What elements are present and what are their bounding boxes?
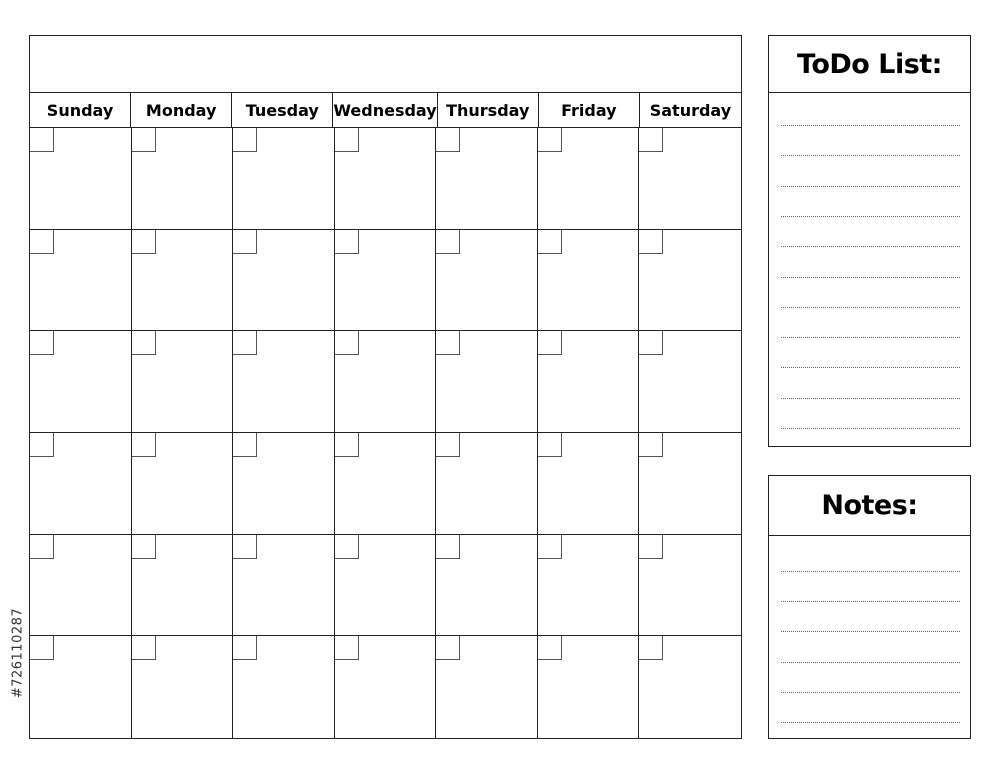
writing-line <box>781 125 960 126</box>
day-cell <box>30 331 132 433</box>
date-number-box <box>436 128 460 152</box>
writing-line <box>781 216 960 217</box>
day-cell <box>233 128 335 230</box>
notes-panel <box>768 475 971 739</box>
date-number-box <box>335 331 359 355</box>
date-number-box <box>639 636 663 660</box>
day-cell <box>233 331 335 433</box>
date-number-box <box>538 636 562 660</box>
date-number-box <box>335 128 359 152</box>
date-number-box <box>30 230 54 254</box>
day-cell <box>335 535 437 637</box>
weekday-wednesday: Wednesday <box>333 93 437 127</box>
date-number-box <box>436 433 460 457</box>
writing-line <box>781 246 960 247</box>
date-number-box <box>233 433 257 457</box>
date-number-box <box>30 535 54 559</box>
weekday-tuesday: Tuesday <box>232 93 333 127</box>
weekday-friday: Friday <box>539 93 640 127</box>
day-cell <box>132 230 234 332</box>
date-number-box <box>132 636 156 660</box>
day-cell <box>30 636 132 738</box>
writing-line <box>781 337 960 338</box>
date-number-box <box>132 535 156 559</box>
day-cell <box>335 331 437 433</box>
day-cell <box>335 230 437 332</box>
date-number-box <box>233 230 257 254</box>
writing-line <box>781 722 960 723</box>
date-number-box <box>335 230 359 254</box>
writing-line <box>781 277 960 278</box>
date-number-box <box>30 433 54 457</box>
day-cell <box>538 433 640 535</box>
day-cell <box>335 636 437 738</box>
writing-line <box>781 186 960 187</box>
date-number-box <box>639 433 663 457</box>
todo-list-panel <box>768 35 971 447</box>
day-cell <box>639 230 741 332</box>
date-number-box <box>436 230 460 254</box>
date-number-box <box>335 433 359 457</box>
date-number-box <box>335 636 359 660</box>
date-number-box <box>233 636 257 660</box>
date-number-box <box>436 535 460 559</box>
date-number-box <box>538 230 562 254</box>
day-cell <box>538 128 640 230</box>
date-number-box <box>436 331 460 355</box>
weekday-sunday: Sunday <box>30 93 131 127</box>
writing-line <box>781 571 960 572</box>
month-title-area <box>30 36 741 93</box>
writing-line <box>781 307 960 308</box>
notes-title: Notes: <box>769 476 970 536</box>
date-number-box <box>639 535 663 559</box>
day-cell <box>538 230 640 332</box>
date-number-box <box>538 331 562 355</box>
day-cell <box>335 433 437 535</box>
day-cell <box>132 128 234 230</box>
weekday-monday: Monday <box>131 93 232 127</box>
todo-list-title: ToDo List: <box>769 36 970 93</box>
day-cell <box>233 535 335 637</box>
day-cell <box>639 128 741 230</box>
date-number-box <box>30 636 54 660</box>
date-number-box <box>639 230 663 254</box>
monthly-calendar <box>29 35 742 739</box>
stock-id-watermark <box>12 545 24 760</box>
writing-line <box>781 367 960 368</box>
date-number-box <box>335 535 359 559</box>
day-cell <box>30 128 132 230</box>
day-cell <box>132 535 234 637</box>
date-number-box <box>538 535 562 559</box>
day-cell <box>436 331 538 433</box>
day-cell <box>233 230 335 332</box>
date-number-box <box>132 331 156 355</box>
date-number-box <box>132 433 156 457</box>
day-cell <box>639 535 741 637</box>
writing-line <box>781 428 960 429</box>
writing-line <box>781 662 960 663</box>
date-number-box <box>639 331 663 355</box>
day-cell <box>436 433 538 535</box>
day-cell <box>436 535 538 637</box>
day-cell <box>30 433 132 535</box>
day-cell <box>639 636 741 738</box>
writing-line <box>781 601 960 602</box>
date-number-box <box>639 128 663 152</box>
day-cell <box>639 331 741 433</box>
date-number-box <box>538 128 562 152</box>
day-cell <box>132 433 234 535</box>
day-cell <box>233 636 335 738</box>
day-cell <box>132 331 234 433</box>
date-number-box <box>233 535 257 559</box>
date-number-box <box>30 128 54 152</box>
day-cell <box>436 636 538 738</box>
writing-line <box>781 692 960 693</box>
day-cell <box>639 433 741 535</box>
day-cell <box>335 128 437 230</box>
day-cell <box>30 535 132 637</box>
date-number-box <box>233 331 257 355</box>
day-cell <box>436 230 538 332</box>
day-cell <box>30 230 132 332</box>
day-cell <box>233 433 335 535</box>
writing-line <box>781 398 960 399</box>
date-number-box <box>233 128 257 152</box>
date-number-box <box>132 230 156 254</box>
date-number-box <box>30 331 54 355</box>
stock-id-text: #726110287 <box>10 607 26 698</box>
day-cell <box>538 331 640 433</box>
day-cell <box>132 636 234 738</box>
weekday-header-row <box>30 93 741 128</box>
calendar-day-grid <box>30 128 741 738</box>
day-cell <box>538 535 640 637</box>
date-number-box <box>132 128 156 152</box>
day-cell <box>538 636 640 738</box>
day-cell <box>436 128 538 230</box>
writing-line <box>781 155 960 156</box>
weekday-thursday: Thursday <box>438 93 539 127</box>
date-number-box <box>436 636 460 660</box>
date-number-box <box>538 433 562 457</box>
writing-line <box>781 631 960 632</box>
weekday-saturday: Saturday <box>649 100 732 120</box>
